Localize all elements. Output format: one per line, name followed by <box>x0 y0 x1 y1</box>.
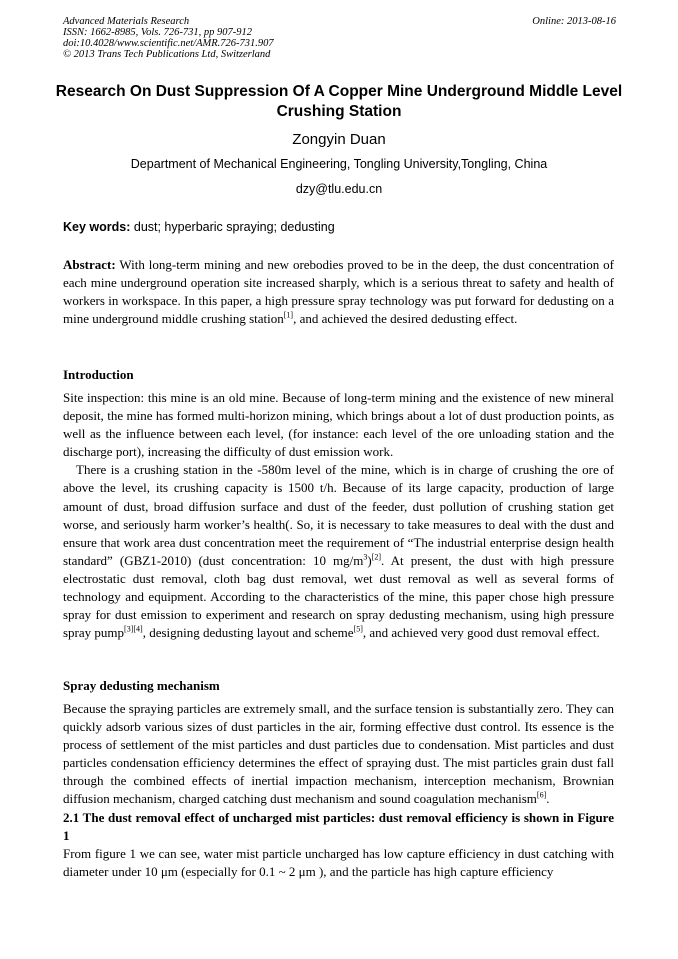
intro-p2-text-a: There is a crushing station in the -580m level of the mine, which is in charge of crushing the ore of above the level, its crushing capacity is 1500 t/h. Because of its large capacity, production of large amount of dust, broad diffusion surface and dust of the feeder, dust pollution of crushing station get worse, and seriously harm worker’s health(. So, it is necessary to take measures to deal with the dust and ensure that work area dust concentration meet the requirement of “The industrial enterprise design health standard” (GBZ1-2010) (dust concentration: 10 mg/m <box>63 462 614 568</box>
intro-p2-text-e: , and achieved very good dust removal effect. <box>362 625 600 641</box>
online-date: Online: 2013-08-16 <box>532 16 616 27</box>
subsection-heading-2-1: 2.1 The dust removal effect of uncharged mist particles: dust removal efficiency is shown in Figure 1 <box>63 809 614 843</box>
section-heading-introduction: Introduction <box>63 367 134 382</box>
spray-p1-end: . <box>546 791 550 807</box>
intro-paragraph-2 <box>63 461 614 642</box>
intro-p2-text-c: . At present, the dust with high pressure electrostatic dust removal, cloth bag dust removal, wet dust removal as well as several forms of technology and equipment. According to the characteristics of the mine, this paper chose high pressure spray for dust emission to experiment and research on spray dedusting mechanism, using high pressure spray pump <box>63 552 614 641</box>
abstract-text-end: , and achieved the desired dedusting effect. <box>293 311 518 327</box>
citation-ref: [3][4] <box>124 624 143 634</box>
unit-superscript: 3 <box>363 552 368 562</box>
author-email: dzy@tlu.edu.cn <box>295 182 383 196</box>
journal-copyright: © 2013 Trans Tech Publications Ltd, Switzerland <box>63 49 271 60</box>
author-affiliation: Department of Mechanical Engineering, Tongling University,Tongling, China <box>130 157 548 171</box>
citation-ref: [6] <box>536 791 547 801</box>
section-heading-spray: Spray dedusting mechanism <box>63 678 220 693</box>
paper-author: Zongyin Duan <box>292 131 386 148</box>
paper-title: Research On Dust Suppression Of A Copper Mine Underground Middle Level Crushing Station <box>55 83 623 120</box>
keywords-label: Key words: <box>63 220 131 234</box>
spray-body <box>63 700 614 881</box>
spray-paragraph-2: From figure 1 we can see, water mist particle uncharged has low capture efficiency in dust catching with diameter under 10 μm (especially for 0.1 ~ 2 μm ), and the particle has high capture efficiency <box>63 845 614 879</box>
journal-doi: doi:10.4028/www.scientific.net/AMR.726-731.907 <box>63 38 274 49</box>
abstract-text: With long-term mining and new orebodies proved to be in the deep, the dust concentration of each mine underground operation site increased sharply, which is a serious threat to safety and health of workers in workspace. In this paper, a high pressure spray technology was put forward for dedusting on a mine underground middle crushing station <box>63 257 614 327</box>
spray-p1-text: Because the spraying particles are extremely small, and the surface tension is substantially zero. They can quickly adsorb various sizes of dust particles in the air, forming effective dust control. Its essence is the process of settlement of the mist particles and dust particles due to condensation. Mist particles and dust particles condensation efficiency determines the effect of spraying dust. The mist particles grain dust fall through the combined effects of inertial impaction mechanism, interception mechanism, Brownian diffusion mechanism, charged catching dust mechanism and sound coagulation mechanism <box>63 701 614 807</box>
keywords-text: dust; hyperbaric spraying; dedusting <box>130 220 335 234</box>
abstract <box>63 256 614 328</box>
citation-ref: [1] <box>283 310 294 320</box>
keywords <box>63 220 615 235</box>
introduction-body <box>63 389 614 642</box>
intro-p2-text-b: ) <box>367 552 372 568</box>
citation-ref: [2] <box>371 552 382 562</box>
intro-paragraph-1: Site inspection: this mine is an old mine. Because of long-term mining and the existence of new mineral deposit, the mine has formed multi-horizon mining, which brings about a lot of dust production points, as well as the influence between each level, (for instance: each level of the ore unloading station and the discharge port), increasing the difficulty of dust emission work. <box>63 390 614 460</box>
abstract-label: Abstract: <box>63 257 116 272</box>
intro-p2-text-d: , designing dedusting layout and scheme <box>142 625 354 641</box>
journal-name: Advanced Materials Research <box>63 16 190 27</box>
spray-paragraph-1 <box>63 700 614 809</box>
journal-issn: ISSN: 1662-8985, Vols. 726-731, pp 907-912 <box>63 27 252 38</box>
citation-ref: [5] <box>353 624 363 634</box>
